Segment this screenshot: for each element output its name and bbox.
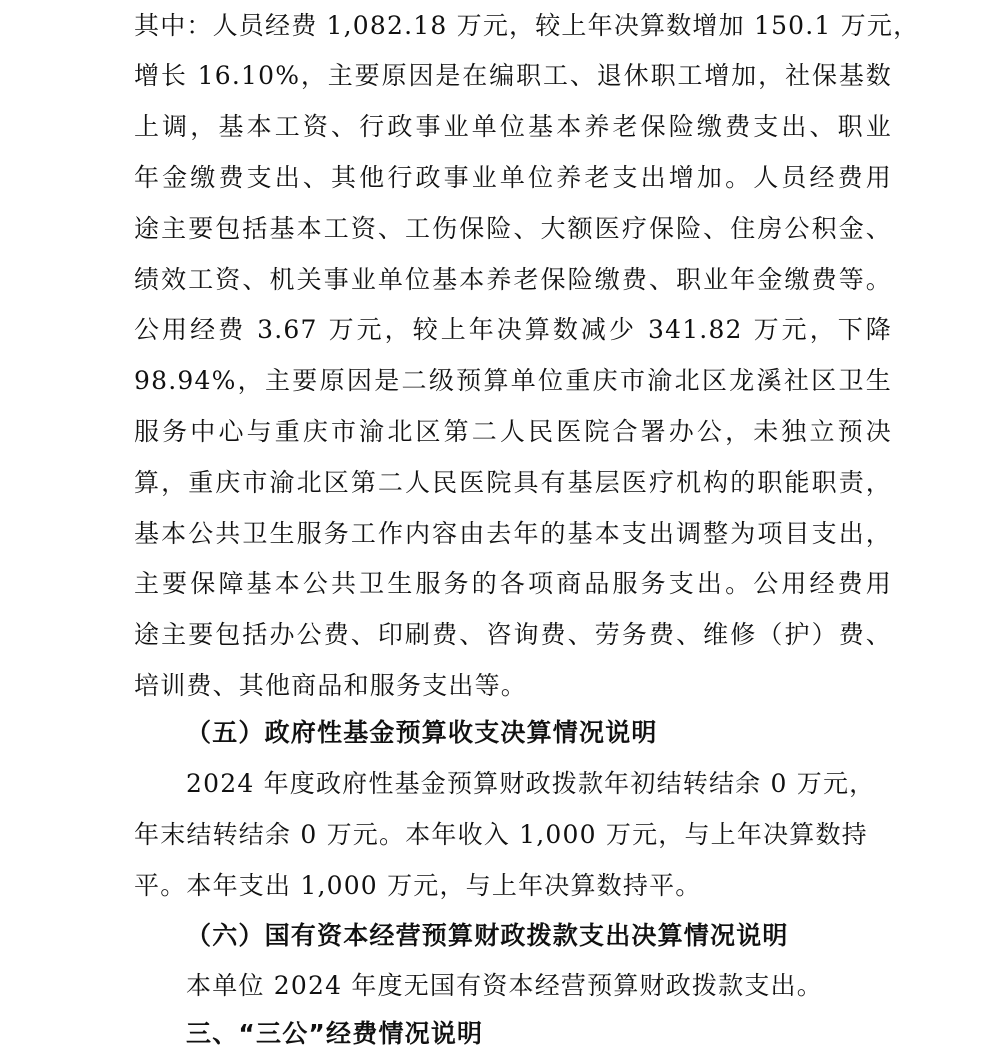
text-line: 98.94%，主要原因是二级预算单位重庆市渝北区龙溪社区卫生 [134, 366, 892, 395]
section-heading: （五）政府性基金预算收支决算情况说明 [186, 718, 658, 747]
text-line: 绩效工资、机关事业单位基本养老保险缴费、职业年金缴费等。 [134, 265, 892, 294]
text-line: 2024 年度政府性基金预算财政拨款年初结转结余 0 万元， [186, 769, 876, 798]
text-line: 本单位 2024 年度无国有资本经营预算财政拨款支出。 [186, 971, 823, 1000]
text-line: 增长 16.10%，主要原因是在编职工、退休职工增加，社保基数 [134, 61, 892, 90]
text-line: 途主要包括办公费、印刷费、咨询费、劳务费、维修（护）费、 [134, 620, 892, 649]
text-line: 平。本年支出 1,000 万元，与上年决算数持平。 [134, 871, 702, 900]
text-line: 主要保障基本公共卫生服务的各项商品服务支出。公用经费用 [134, 569, 892, 598]
section-heading: 三、“三公”经费情况说明 [186, 1019, 484, 1048]
text-line: 上调，基本工资、行政事业单位基本养老保险缴费支出、职业 [134, 112, 892, 141]
text-line: 公用经费 3.67 万元，较上年决算数减少 341.82 万元，下降 [134, 315, 892, 344]
text-line: 年金缴费支出、其他行政事业单位养老支出增加。人员经费用 [134, 163, 892, 192]
text-line: 其中：人员经费 1,082.18 万元，较上年决算数增加 150.1 万元， [134, 11, 920, 40]
text-line: 途主要包括基本工资、工伤保险、大额医疗保险、住房公积金、 [134, 214, 892, 243]
section-heading: （六）国有资本经营预算财政拨款支出决算情况说明 [186, 921, 789, 950]
text-line: 年末结转结余 0 万元。本年收入 1,000 万元，与上年决算数持 [134, 820, 868, 849]
text-line: 算，重庆市渝北区第二人民医院具有基层医疗机构的职能职责， [134, 468, 892, 497]
text-line: 基本公共卫生服务工作内容由去年的基本支出调整为项目支出， [134, 519, 892, 548]
text-line: 培训费、其他商品和服务支出等。 [134, 671, 528, 700]
text-line: 服务中心与重庆市渝北区第二人民医院合署办公，未独立预决 [134, 417, 892, 446]
